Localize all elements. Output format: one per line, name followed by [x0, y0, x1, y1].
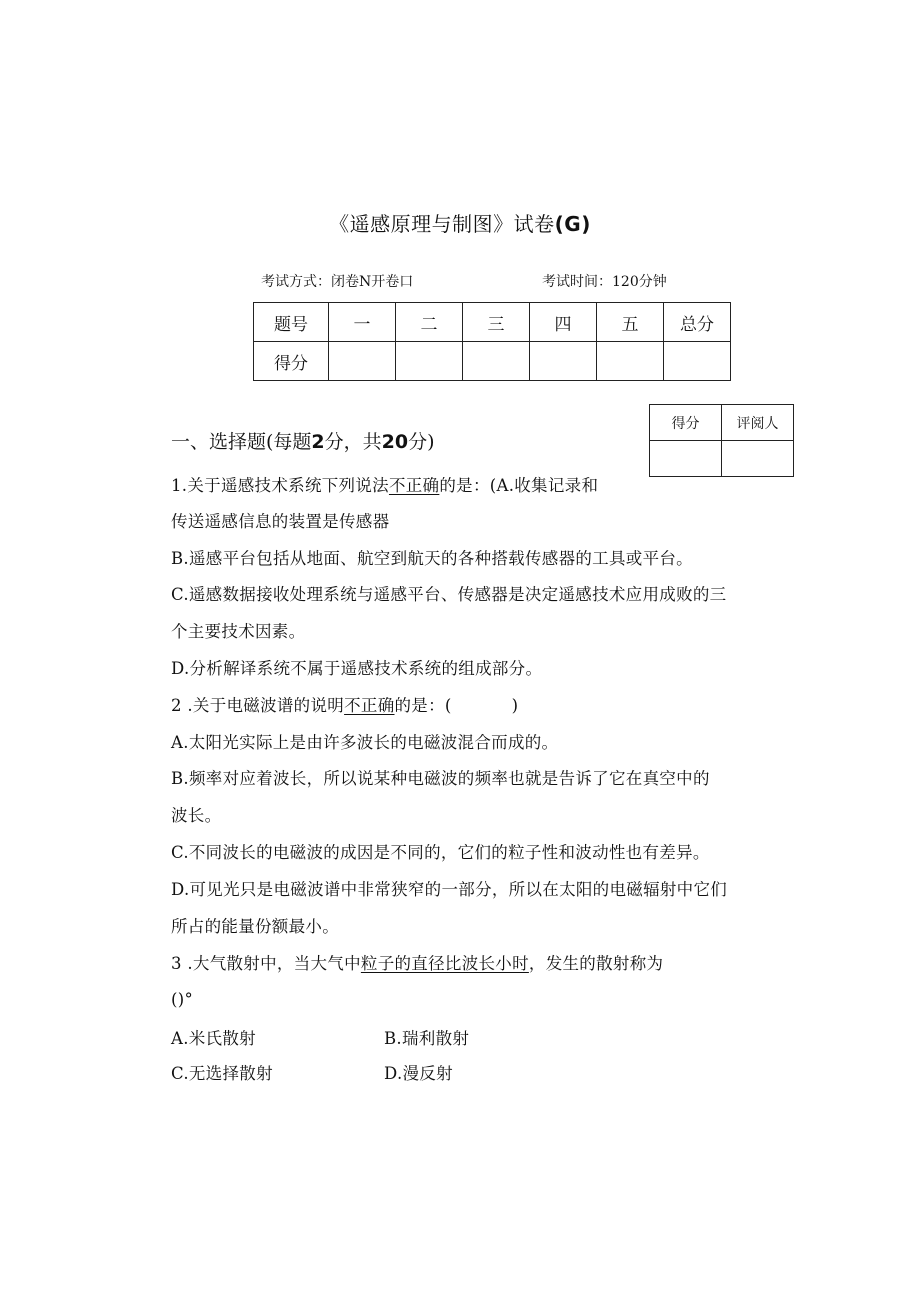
section-heading: 一、选择题(每题2分，共20分)	[171, 431, 435, 453]
score-header-cell: 总分	[664, 303, 731, 342]
question-2-option-d-cont: 所占的能量份额最小。	[171, 917, 339, 936]
question-2-option-a: A.太阳光实际上是由许多波长的电磁波混合而成的。	[171, 733, 559, 752]
question-3-option-a: A.米氏散射	[171, 1029, 256, 1048]
score-header-cell: 题号	[254, 303, 329, 342]
question-2-option-b: B.频率对应着波长，所以说某种电磁波的频率也就是告诉了它在真空中的	[171, 769, 710, 788]
score-header-cell: 四	[530, 303, 597, 342]
question-1-option-b: B.遥感平台包括从地面、航空到航天的各种搭载传感器的工具或平台。	[171, 549, 693, 568]
question-2-option-d: D.可见光只是电磁波谱中非常狭窄的一部分，所以在太阳的电磁辐射中它们	[171, 880, 728, 899]
grader-table	[649, 404, 794, 477]
question-3-stem: 3 .大气散射中，当大气中粒子的直径比波长小时，发生的散射称为	[171, 954, 664, 973]
score-table-score-row	[254, 342, 731, 381]
score-header-cell: 二	[396, 303, 463, 342]
grader-score-label: 得分	[650, 405, 722, 441]
score-cell	[664, 342, 731, 381]
question-3-option-b: B.瑞利散射	[384, 1029, 470, 1048]
grader-score-cell	[650, 441, 722, 477]
score-table-header-row	[254, 303, 731, 342]
question-3-option-c: C.无选择散射	[171, 1064, 273, 1083]
score-cell	[597, 342, 664, 381]
question-1-option-c: C.遥感数据接收处理系统与遥感平台、传感器是决定遥感技术应用成败的三	[171, 585, 727, 604]
score-header-cell: 三	[463, 303, 530, 342]
score-table	[253, 302, 731, 381]
question-2-option-c: C.不同波长的电磁波的成因是不同的，它们的粒子性和波动性也有差异。	[171, 843, 710, 862]
score-cell	[530, 342, 597, 381]
score-cell	[396, 342, 463, 381]
question-2-option-b-cont: 波长。	[171, 806, 222, 825]
score-row-label: 得分	[254, 342, 329, 381]
grader-reviewer-label: 评阅人	[722, 405, 794, 441]
grader-reviewer-cell	[722, 441, 794, 477]
score-cell	[329, 342, 396, 381]
exam-time: 考试时间：120分钟	[542, 274, 667, 290]
question-1-stem: 1.关于遥感技术系统下列说法不正确的是：(A.收集记录和	[171, 476, 599, 495]
score-cell	[463, 342, 530, 381]
exam-title: 《遥感原理与制图》试卷(G)	[329, 212, 591, 236]
question-3-answer-paren: ()°	[171, 990, 194, 1009]
question-2-stem: 2 .关于电磁波谱的说明不正确的是：( )	[171, 696, 519, 715]
score-header-cell: 一	[329, 303, 396, 342]
question-1-option-d: D.分析解译系统不属于遥感技术系统的组成部分。	[171, 659, 543, 678]
question-3-option-d: D.漫反射	[384, 1064, 453, 1083]
score-header-cell: 五	[597, 303, 664, 342]
question-1-option-c-cont: 个主要技术因素。	[171, 622, 306, 641]
question-1-option-a: 传送遥感信息的装置是传感器	[171, 512, 390, 531]
exam-mode: 考试方式：闭卷N开卷口	[261, 274, 414, 290]
